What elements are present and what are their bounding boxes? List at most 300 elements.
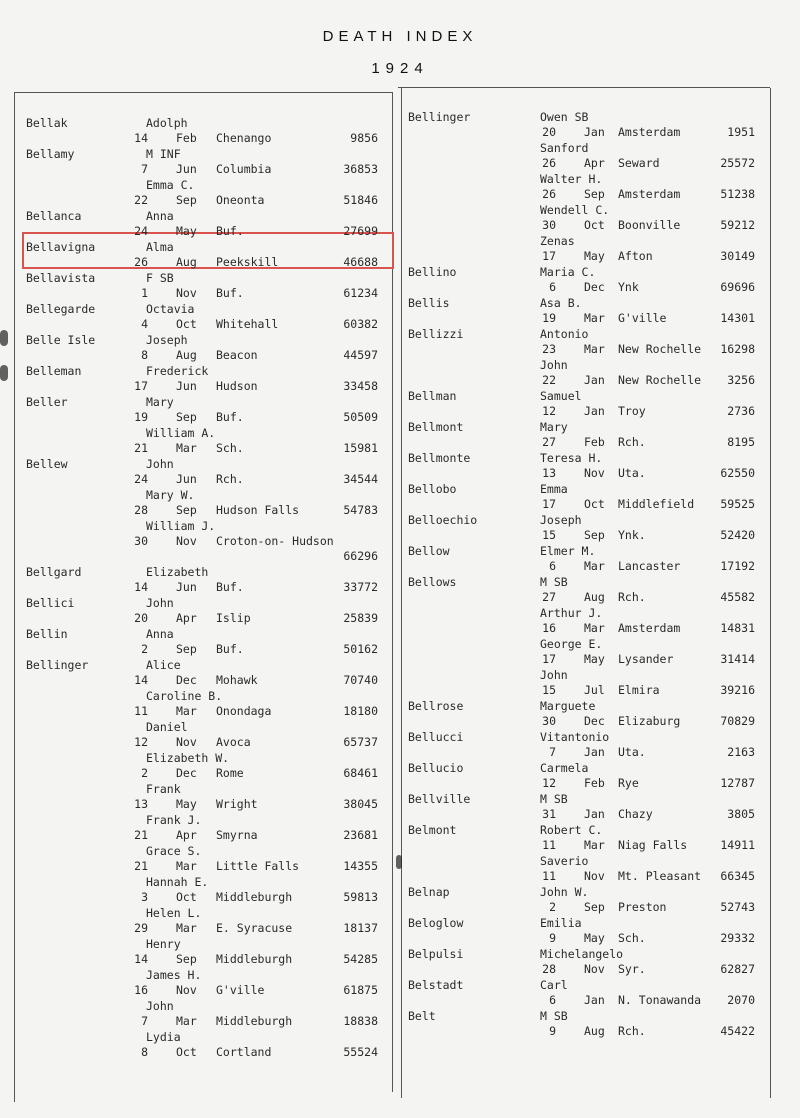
entry-month: Mar	[176, 704, 197, 718]
entry-surname: Bellizzi	[408, 327, 464, 341]
entry-day: 20	[542, 125, 556, 139]
entry-given-name: F SB	[146, 271, 174, 285]
entry-place: E. Syracuse	[216, 921, 293, 935]
entry-given-name: John	[146, 457, 174, 471]
entry-number: 66345	[720, 869, 755, 883]
entry-number: 70829	[720, 714, 755, 728]
entry-day: 15	[542, 683, 556, 697]
entry-place: Middleburgh	[216, 1014, 293, 1028]
entry-place: Rch.	[618, 435, 646, 449]
entry-month: Apr	[176, 611, 197, 625]
entry-day: 26	[542, 187, 556, 201]
entry-surname: Bellmont	[408, 420, 464, 434]
entry-surname: Bellinger	[26, 658, 89, 672]
entry-given-name: Saverio	[540, 854, 589, 868]
entry-day: 3	[141, 890, 148, 904]
entry-place: New Rochelle	[618, 373, 702, 387]
entry-number: 25572	[720, 156, 755, 170]
entry-surname: Belloechio	[408, 513, 478, 527]
entry-given-name: Arthur J.	[540, 606, 603, 620]
entry-given-name: Alma	[146, 240, 174, 254]
entry-number: 55524	[343, 1045, 378, 1059]
entry-month: Jan	[584, 373, 605, 387]
entry-month: May	[176, 797, 197, 811]
entry-number: 14355	[343, 859, 378, 873]
entry-given-name: Alice	[146, 658, 181, 672]
entry-place: Mt. Pleasant	[618, 869, 702, 883]
entry-number: 29332	[720, 931, 755, 945]
entry-day: 8	[141, 348, 148, 362]
entry-given-name: M INF	[146, 147, 181, 161]
entry-number: 59525	[720, 497, 755, 511]
entry-surname: Belle Isle	[26, 333, 96, 347]
entry-month: Jul	[584, 683, 605, 697]
entry-month: Feb	[584, 435, 605, 449]
entry-number: 25839	[343, 611, 378, 625]
entry-number: 27699	[343, 224, 378, 238]
entry-number: 38045	[343, 797, 378, 811]
entry-day: 2	[549, 900, 556, 914]
entry-place: Cortland	[216, 1045, 272, 1059]
entry-day: 23	[542, 342, 556, 356]
entry-given-name: Robert C.	[540, 823, 603, 837]
entry-place: Niag Falls	[618, 838, 688, 852]
entry-day: 26	[542, 156, 556, 170]
entry-month: Dec	[176, 673, 197, 687]
entry-day: 9	[549, 1024, 556, 1038]
entry-number: 45422	[720, 1024, 755, 1038]
entry-given-name: Adolph	[146, 116, 188, 130]
entry-number: 70740	[343, 673, 378, 687]
entry-number: 2070	[727, 993, 755, 1007]
left-border	[14, 92, 15, 1102]
entry-given-name: Samuel	[540, 389, 582, 403]
entry-surname: Bellobo	[408, 482, 457, 496]
entry-given-name: Owen SB	[540, 110, 589, 124]
entry-place: Troy	[618, 404, 646, 418]
entry-surname: Bellin	[26, 627, 68, 641]
entry-place: Afton	[618, 249, 653, 263]
entry-surname: Bellino	[408, 265, 457, 279]
entry-surname: Belpulsi	[408, 947, 464, 961]
entry-given-name: Grace S.	[146, 844, 202, 858]
entry-month: Oct	[584, 218, 605, 232]
entry-place: Middleburgh	[216, 890, 293, 904]
entry-month: Feb	[584, 776, 605, 790]
entry-month: Aug	[584, 590, 605, 604]
entry-surname: Belstadt	[408, 978, 464, 992]
top-rule-right	[398, 87, 770, 88]
entry-given-name: Michelangelo	[540, 947, 624, 961]
entry-number: 50162	[343, 642, 378, 656]
entry-place: Onondaga	[216, 704, 272, 718]
entry-given-name: Mary	[146, 395, 174, 409]
entry-place: Lysander	[618, 652, 674, 666]
entry-number: 17192	[720, 559, 755, 573]
entry-month: Oct	[176, 317, 197, 331]
entry-surname: Beloglow	[408, 916, 464, 930]
entry-place: Buf.	[216, 580, 244, 594]
entry-number: 16298	[720, 342, 755, 356]
entry-place: Croton-on- Hudson	[216, 534, 334, 548]
entry-month: Mar	[584, 311, 605, 325]
entry-day: 29	[134, 921, 148, 935]
entry-number: 2163	[727, 745, 755, 759]
entry-place: New Rochelle	[618, 342, 702, 356]
entry-month: Jun	[176, 379, 197, 393]
entry-place: Hudson	[216, 379, 258, 393]
entry-day: 27	[542, 435, 556, 449]
entry-month: Sep	[176, 193, 197, 207]
entry-number: 33772	[343, 580, 378, 594]
entry-given-name: M SB	[540, 575, 568, 589]
entry-given-name: Joseph	[146, 333, 188, 347]
entry-number: 51238	[720, 187, 755, 201]
entry-number: 34544	[343, 472, 378, 486]
entry-month: Nov	[176, 286, 197, 300]
entry-given-name: William J.	[146, 519, 216, 533]
entry-month: Sep	[584, 528, 605, 542]
entry-day: 11	[134, 704, 148, 718]
entry-place: Whitehall	[216, 317, 279, 331]
entry-place: Rch.	[618, 1024, 646, 1038]
entry-month: Jan	[584, 745, 605, 759]
entry-given-name: Zenas	[540, 234, 575, 248]
entry-number: 30149	[720, 249, 755, 263]
entry-place: Buf.	[216, 410, 244, 424]
entry-given-name: Elmer M.	[540, 544, 596, 558]
entry-surname: Bellucci	[408, 730, 464, 744]
entry-month: Oct	[584, 497, 605, 511]
entry-given-name: Caroline B.	[146, 689, 223, 703]
entry-day: 30	[134, 534, 148, 548]
entry-given-name: Joseph	[540, 513, 582, 527]
entry-day: 12	[134, 735, 148, 749]
entry-given-name: Elizabeth W.	[146, 751, 230, 765]
entry-month: Apr	[584, 156, 605, 170]
entry-day: 28	[542, 962, 556, 976]
entry-given-name: John	[540, 668, 568, 682]
entry-day: 16	[134, 983, 148, 997]
entry-number: 61234	[343, 286, 378, 300]
entry-place: Lancaster	[618, 559, 681, 573]
entry-number: 2736	[727, 404, 755, 418]
entry-place: Columbia	[216, 162, 272, 176]
entry-month: Sep	[584, 187, 605, 201]
entry-place: Rye	[618, 776, 639, 790]
entry-place: Elmira	[618, 683, 660, 697]
entry-month: Mar	[176, 441, 197, 455]
entry-month: Jan	[584, 807, 605, 821]
entry-place: Little Falls	[216, 859, 300, 873]
entry-given-name: Henry	[146, 937, 181, 951]
entry-number: 39216	[720, 683, 755, 697]
entry-number: 52743	[720, 900, 755, 914]
entry-place: Mohawk	[216, 673, 258, 687]
entry-surname: Bellrose	[408, 699, 464, 713]
entry-given-name: Asa B.	[540, 296, 582, 310]
entry-place: Amsterdam	[618, 621, 681, 635]
entry-day: 19	[542, 311, 556, 325]
entry-given-name: William A.	[146, 426, 216, 440]
entry-place: Middlefield	[618, 497, 695, 511]
smudge-mark	[0, 365, 8, 381]
entry-given-name: Frederick	[146, 364, 209, 378]
entry-given-name: Octavia	[146, 302, 195, 316]
entry-day: 20	[134, 611, 148, 625]
entry-surname: Belt	[408, 1009, 436, 1023]
entry-surname: Bellanca	[26, 209, 82, 223]
entry-place: Elizaburg	[618, 714, 681, 728]
entry-day: 24	[134, 224, 148, 238]
entry-number: 69696	[720, 280, 755, 294]
entry-given-name: Mary W.	[146, 488, 195, 502]
entry-number: 18838	[343, 1014, 378, 1028]
entry-given-name: Walter H.	[540, 172, 603, 186]
entry-given-name: Marguete	[540, 699, 596, 713]
entry-day: 12	[542, 776, 556, 790]
entry-month: Mar	[584, 342, 605, 356]
entry-surname: Bellamy	[26, 147, 75, 161]
entry-given-name: Vitantonio	[540, 730, 610, 744]
entry-day: 2	[141, 766, 148, 780]
entry-surname: Bellgard	[26, 565, 82, 579]
entry-day: 17	[542, 249, 556, 263]
entry-place: Ynk.	[618, 528, 646, 542]
entry-place: Rch.	[216, 472, 244, 486]
entry-month: Mar	[584, 838, 605, 852]
entry-month: Sep	[176, 642, 197, 656]
entry-number: 62827	[720, 962, 755, 976]
entry-month: Nov	[176, 983, 197, 997]
entry-number: 8195	[727, 435, 755, 449]
entry-day: 17	[542, 652, 556, 666]
entry-number: 44597	[343, 348, 378, 362]
entry-given-name: Hannah E.	[146, 875, 209, 889]
entry-day: 6	[549, 280, 556, 294]
entry-place: Smyrna	[216, 828, 258, 842]
entry-given-name: Frank J.	[146, 813, 202, 827]
entry-surname: Bellew	[26, 457, 68, 471]
entry-number: 9856	[350, 131, 378, 145]
entry-surname: Bellmonte	[408, 451, 471, 465]
entry-day: 6	[549, 993, 556, 1007]
entry-number: 60382	[343, 317, 378, 331]
entry-day: 30	[542, 218, 556, 232]
entry-day: 27	[542, 590, 556, 604]
entry-given-name: James H.	[146, 968, 202, 982]
entry-place: Oneonta	[216, 193, 265, 207]
entry-number: 18180	[343, 704, 378, 718]
entry-number: 3805	[727, 807, 755, 821]
entry-month: Jun	[176, 472, 197, 486]
entry-given-name: Mary	[540, 420, 568, 434]
entry-given-name: George E.	[540, 637, 603, 651]
entry-given-name: Anna	[146, 209, 174, 223]
entry-place: Uta.	[618, 745, 646, 759]
entry-place: Buf.	[216, 224, 244, 238]
entry-place: Ynk	[618, 280, 639, 294]
entry-surname: Bellegarde	[26, 302, 96, 316]
entry-given-name: Helen L.	[146, 906, 202, 920]
entry-month: Aug	[584, 1024, 605, 1038]
entry-number: 23681	[343, 828, 378, 842]
page-title: DEATH INDEX	[322, 28, 478, 45]
entry-month: Nov	[584, 869, 605, 883]
entry-month: Oct	[176, 890, 197, 904]
entry-month: Sep	[176, 952, 197, 966]
entry-day: 24	[134, 472, 148, 486]
entry-day: 16	[542, 621, 556, 635]
entry-place: Middleburgh	[216, 952, 293, 966]
entry-month: Jun	[176, 580, 197, 594]
entry-given-name: Teresa H.	[540, 451, 603, 465]
entry-number: 15981	[343, 441, 378, 455]
entry-given-name: John	[540, 358, 568, 372]
entry-day: 1	[141, 286, 148, 300]
entry-month: Dec	[176, 766, 197, 780]
entry-day: 13	[542, 466, 556, 480]
entry-surname: Bellows	[408, 575, 457, 589]
entry-day: 8	[141, 1045, 148, 1059]
entry-surname: Bellis	[408, 296, 450, 310]
entry-place: Chenango	[216, 131, 272, 145]
entry-day: 28	[134, 503, 148, 517]
entry-number: 18137	[343, 921, 378, 935]
entry-place: Hudson Falls	[216, 503, 300, 517]
right-border	[770, 88, 771, 1098]
entry-place: Amsterdam	[618, 125, 681, 139]
entry-number: 36853	[343, 162, 378, 176]
entry-place: Sch.	[216, 441, 244, 455]
entry-given-name: Lydia	[146, 1030, 181, 1044]
entry-place: Wright	[216, 797, 258, 811]
entry-day: 7	[141, 162, 148, 176]
entry-number: 33458	[343, 379, 378, 393]
entry-place: Syr.	[618, 962, 646, 976]
entry-month: Nov	[584, 962, 605, 976]
entry-month: Feb	[176, 131, 197, 145]
entry-month: May	[584, 931, 605, 945]
entry-place: Seward	[618, 156, 660, 170]
entry-number: 62550	[720, 466, 755, 480]
entry-number: 12787	[720, 776, 755, 790]
entry-day: 11	[542, 869, 556, 883]
entry-month: May	[584, 249, 605, 263]
entry-number: 31414	[720, 652, 755, 666]
entry-day: 22	[542, 373, 556, 387]
entry-month: Jan	[584, 404, 605, 418]
entry-day: 17	[134, 379, 148, 393]
entry-given-name: Emilia	[540, 916, 582, 930]
entry-day: 14	[134, 580, 148, 594]
entry-place: Rch.	[618, 590, 646, 604]
entry-given-name: Maria C.	[540, 265, 596, 279]
entry-number: 68461	[343, 766, 378, 780]
entry-place: Buf.	[216, 286, 244, 300]
entry-month: Sep	[584, 900, 605, 914]
entry-given-name: M SB	[540, 1009, 568, 1023]
entry-day: 22	[134, 193, 148, 207]
entry-day: 31	[542, 807, 556, 821]
entry-surname: Bellavista	[26, 271, 96, 285]
page-year: 1924	[371, 60, 429, 77]
entry-month: Nov	[584, 466, 605, 480]
entry-month: Mar	[176, 1014, 197, 1028]
entry-place: Islip	[216, 611, 251, 625]
entry-given-name: Anna	[146, 627, 174, 641]
entry-place: Beacon	[216, 348, 258, 362]
top-rule-left	[14, 92, 392, 93]
entry-surname: Bellavigna	[26, 240, 96, 254]
entry-place: Boonville	[618, 218, 681, 232]
entry-number: 46688	[343, 255, 378, 269]
entry-given-name: M SB	[540, 792, 568, 806]
entry-day: 21	[134, 828, 148, 842]
entry-given-name: Carl	[540, 978, 568, 992]
entry-place: G'ville	[618, 311, 667, 325]
entry-day: 6	[549, 559, 556, 573]
entry-month: Sep	[176, 503, 197, 517]
entry-month: Nov	[176, 735, 197, 749]
entry-month: Dec	[584, 280, 605, 294]
entry-place: N. Tonawanda	[618, 993, 702, 1007]
entry-day: 21	[134, 859, 148, 873]
entry-month: May	[584, 652, 605, 666]
entry-place: Amsterdam	[618, 187, 681, 201]
entry-month: Aug	[176, 255, 197, 269]
entry-surname: Bellucio	[408, 761, 464, 775]
entry-month: Jan	[584, 993, 605, 1007]
entry-surname: Bellak	[26, 116, 68, 130]
entry-surname: Belleman	[26, 364, 82, 378]
entry-given-name: Emma C.	[146, 178, 195, 192]
entry-surname: Belnap	[408, 885, 450, 899]
entry-number: 50509	[343, 410, 378, 424]
entry-given-name: John	[146, 999, 174, 1013]
entry-given-name: John	[146, 596, 174, 610]
entry-day: 17	[542, 497, 556, 511]
entry-month: Mar	[176, 921, 197, 935]
entry-day: 21	[134, 441, 148, 455]
entry-month: Jan	[584, 125, 605, 139]
entry-surname: Bellman	[408, 389, 457, 403]
entry-given-name: Carmela	[540, 761, 589, 775]
entry-day: 14	[134, 952, 148, 966]
entry-place: Chazy	[618, 807, 653, 821]
entry-day: 13	[134, 797, 148, 811]
entry-given-name: John W.	[540, 885, 589, 899]
entry-day: 14	[134, 673, 148, 687]
entry-number: 59813	[343, 890, 378, 904]
entry-given-name: Frank	[146, 782, 181, 796]
entry-place: G'ville	[216, 983, 265, 997]
entry-number: 54783	[343, 503, 378, 517]
entry-place: Preston	[618, 900, 667, 914]
entry-month: Oct	[176, 1045, 197, 1059]
entry-day: 30	[542, 714, 556, 728]
entry-place: Sch.	[618, 931, 646, 945]
entry-number: 61875	[343, 983, 378, 997]
entry-number: 3256	[727, 373, 755, 387]
entry-month: Nov	[176, 534, 197, 548]
entry-number: 59212	[720, 218, 755, 232]
entry-number: 65737	[343, 735, 378, 749]
entry-surname: Belmont	[408, 823, 457, 837]
entry-day: 9	[549, 931, 556, 945]
entry-month: Apr	[176, 828, 197, 842]
entry-number: 1951	[727, 125, 755, 139]
